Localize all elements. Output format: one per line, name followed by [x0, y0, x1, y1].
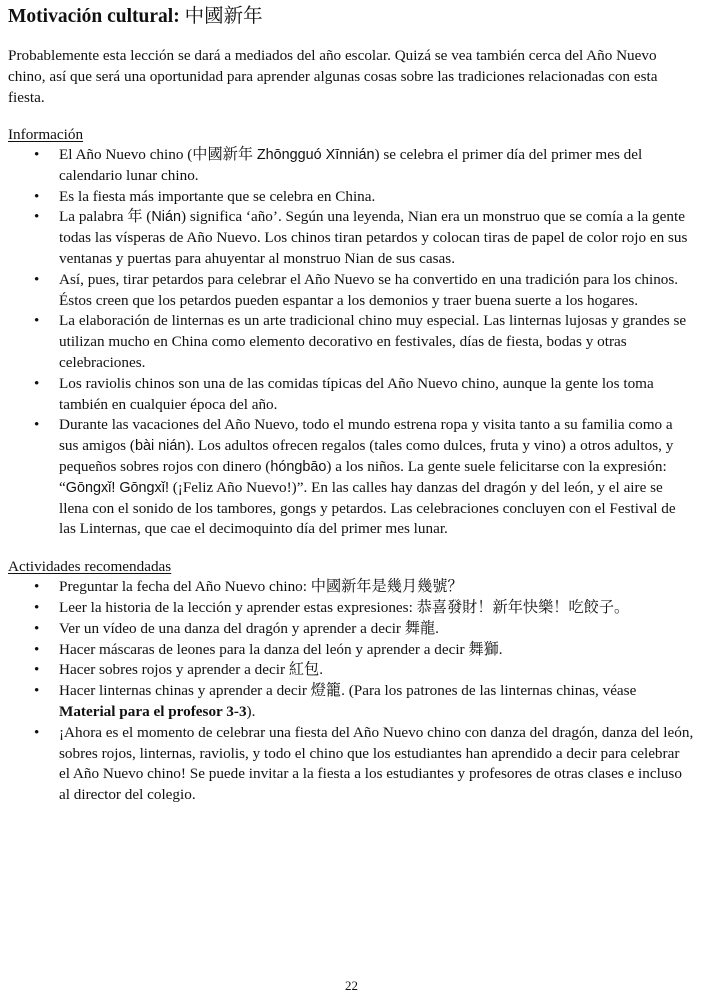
pinyin-text: Nián — [151, 209, 181, 226]
activity-item-story: • Leer la historia de la lección y aprender estas expresiones: 恭喜發財！新年快樂！吃餃子。 — [59, 598, 694, 619]
activities-section — [8, 540, 694, 806]
title-label: Motivación cultural: — [8, 6, 180, 27]
activity-item-dragon-dance: • Ver un vídeo de una danza del dragón y aprender a decir 舞龍. — [59, 619, 694, 640]
info-item-new-year: • El Año Nuevo chino (中國新年 Zhōngguó Xīnnián) se celebra el primer día del primer mes del calendario lunar chino. — [59, 145, 694, 187]
chinese-text: 舞龍 — [404, 619, 436, 637]
info-heading: Información — [8, 126, 84, 143]
document-page — [8, 4, 694, 806]
pinyin-text: Zhōngguó Xīnnián — [256, 147, 375, 163]
activity-item-lion-masks: • Hacer máscaras de leones para la danza del león y aprender a decir 舞獅. — [59, 640, 694, 661]
intro-paragraph: Probablemente esta lección se dará a mediados del año escolar. Quizá se vea también cerca del Año Nuevo chino, así que será una oportunidad para aprender algunas cosas sobre las tradiciones relacionadas con esta fiesta. — [8, 47, 658, 106]
pinyin-text: hóngbāo — [270, 458, 327, 475]
info-list — [8, 145, 694, 540]
activity-item-red-envelopes: • Hacer sobres rojos y aprender a decir 紅包. — [59, 660, 694, 681]
activity-item-date: • Preguntar la fecha del Año Nuevo chino: 中國新年是幾月幾號？ — [59, 577, 694, 598]
info-item-importance: • Es la fiesta más importante que se celebra en China. — [59, 187, 694, 208]
pinyin-text: bài nián — [134, 438, 186, 455]
chinese-text: 年 — [127, 208, 143, 226]
chinese-text: 燈籠 — [310, 682, 342, 700]
page-title — [8, 4, 694, 30]
chinese-text: 紅包 — [288, 661, 320, 679]
info-item-dumplings: • Los raviolis chinos son una de las comidas típicas del Año Nuevo chino, aunque la gente los toma también en cualquier época del año. — [59, 374, 694, 416]
activity-item-celebration: • ¡Ahora es el momento de celebrar una fiesta del Año Nuevo chino con danza del dragón, danza del león, sobres rojos, linternas, raviolis, y todo el chino que los estudiantes han aprendido a decir para celebrar el Año Nuevo chino! Se puede invitar a la fiesta a los estudiantes y profesores de otras clases e incluso al director del colegio. — [59, 723, 694, 806]
title-chinese: 中國新年 — [184, 6, 263, 27]
info-item-vacation: • Durante las vacaciones del Año Nuevo, todo el mundo estrena ropa y visita tanto a su familia como a sus amigos (bài nián). Los adultos ofrecen regalos (tales como dulces, fruta y vino) a otros adultos, y pequeños sobres rojos con dinero (hóngbāo) a los niños. La gente suele felicitarse con la expresión: “Gōngxǐ! Gōngxǐ! (¡Feliz Año Nuevo!)”. En las calles hay danzas del dragón y del león, y el aire se llena con el sonido de los tambores, gongs y petardos. Las celebraciones concluyen con el Festival de las Linternas, que cae el decimoquinto día del primer mes lunar. — [59, 415, 694, 540]
activities-heading: Actividades recomendadas — [8, 558, 172, 576]
activities-list — [8, 577, 694, 806]
info-item-firecrackers: • Así, pues, tirar petardos para celebrar el Año Nuevo se ha convertido en una tradición para los chinos. Éstos creen que los petardos pueden espantar a los demonios y traer buena suerte a los hogares. — [59, 270, 694, 312]
info-item-lanterns: • La elaboración de linternas es un arte tradicional chino muy especial. Las linternas lujosas y grandes se utilizan mucho en China como elemento decorativo en festivales, días de fiesta, bodas y otras celebraciones. — [59, 311, 694, 373]
chinese-text: 恭喜發財！新年快樂！吃餃子。 — [416, 598, 630, 616]
chinese-text: 中國新年 — [192, 146, 254, 163]
activity-item-lanterns: • Hacer linternas chinas y aprender a decir 燈籠. (Para los patrones de las linternas chinas, véase Material para el profesor 3-3). — [59, 681, 694, 723]
material-reference: Material para el profesor 3-3 — [59, 702, 247, 720]
chinese-text: 舞獅 — [468, 640, 499, 658]
chinese-text: 中國新年是幾月幾號？ — [310, 578, 463, 596]
pinyin-text: Gōngxǐ! Gōngxǐ! — [65, 479, 169, 496]
info-item-nian-legend: • La palabra 年 (Nián) significa ‘año’. Según una leyenda, Nian era un monstruo que se comía a la gente todas las vísperas de Año Nuevo. Los chinos tiran petardos y colocan tiras de papel de color rojo en sus ventanas y puertas para ahuyentar al monstruo Nian de sus casas. — [59, 207, 694, 269]
page-number: 22 — [345, 978, 358, 993]
info-section — [8, 108, 694, 540]
